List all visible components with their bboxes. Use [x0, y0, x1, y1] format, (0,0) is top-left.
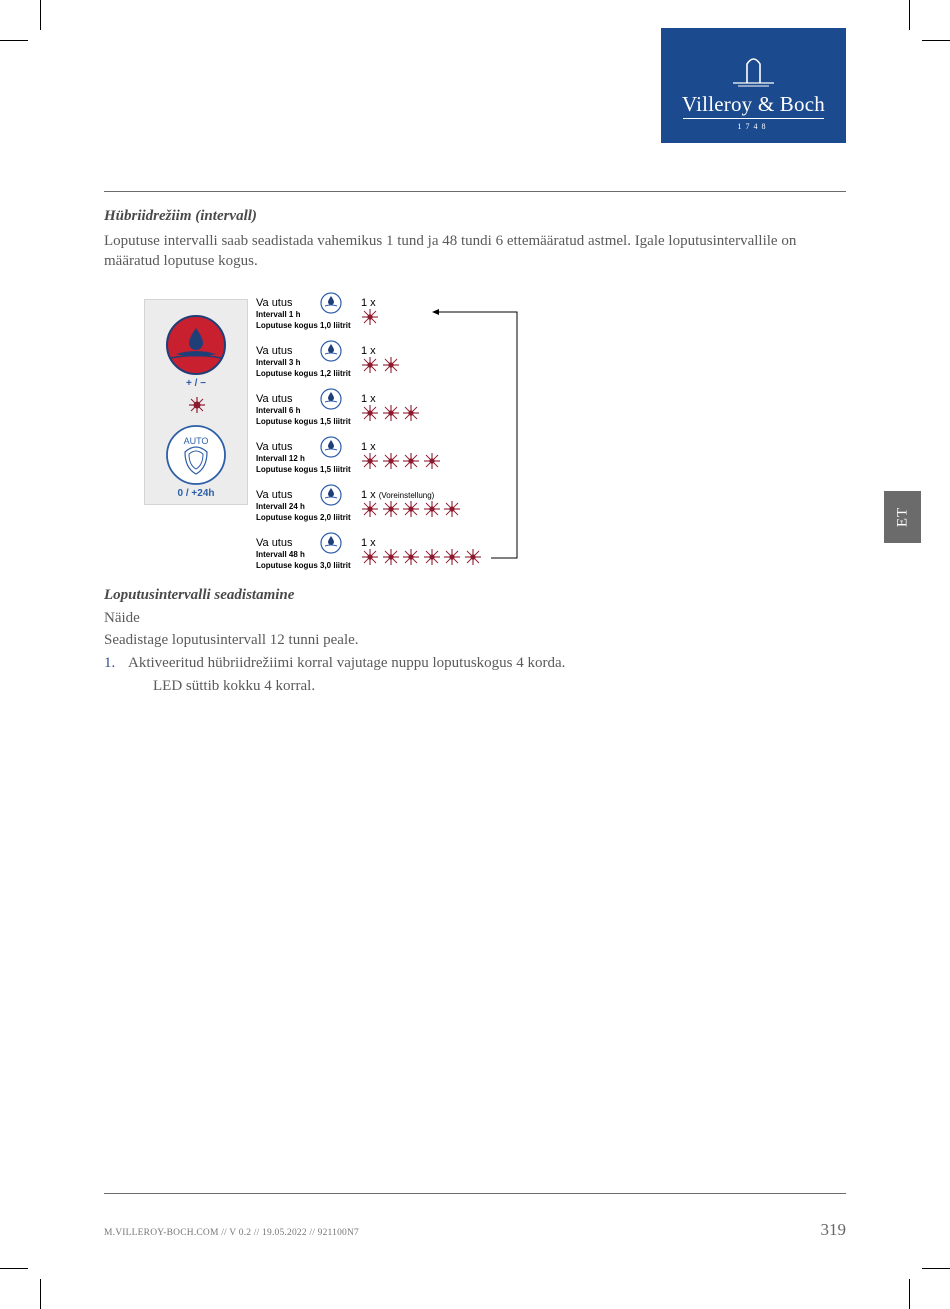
page-number: 319: [820, 1220, 846, 1239]
hours-label: 0 / +24h: [177, 488, 215, 499]
section-heading-hybrid-mode: Hübriidrežiim (intervall): [104, 208, 257, 224]
crop-mark: [909, 1279, 910, 1309]
top-divider: [104, 191, 846, 192]
row-count-value: 1 x: [361, 297, 376, 309]
flush-small-icon: [319, 339, 343, 363]
row-interval: Intervall 6 h: [256, 406, 301, 415]
led-blink-icon: [402, 404, 420, 422]
step-number: 1.: [104, 655, 116, 671]
led-blink-icon: [382, 500, 400, 518]
row-amount: Loputuse kogus 1,5 liitrit: [256, 465, 351, 474]
flush-small-icon: [319, 435, 343, 459]
flush-small-icon: [319, 531, 343, 555]
row-title: Va utus: [256, 489, 293, 501]
row-count-note: (Voreinstellung): [378, 491, 435, 500]
language-tab-label: ET: [894, 506, 910, 528]
row-interval: Intervall 48 h: [256, 550, 305, 559]
bottom-divider: [104, 1193, 846, 1194]
led-blink-icon: [361, 356, 379, 374]
crop-mark: [0, 1268, 28, 1269]
row-count-value: 1 x: [361, 537, 376, 549]
led-blink-icon: [361, 308, 379, 326]
footer-info: M.VILLEROY-BOCH.COM // V 0.2 // 19.05.2022 // 921100N7: [104, 1228, 359, 1238]
row-count-value: 1 x: [361, 345, 376, 357]
crop-mark: [40, 1279, 41, 1309]
crop-mark: [40, 0, 41, 30]
row-interval: Intervall 24 h: [256, 502, 305, 511]
logo-underline: [683, 118, 824, 119]
row-count-value: 1 x: [361, 441, 376, 453]
led-blink-icon: [361, 500, 379, 518]
led-blink-icon: [402, 452, 420, 470]
led-blink-icon: [382, 452, 400, 470]
led-indicator-icon: [188, 396, 206, 414]
row-amount: Loputuse kogus 1,5 liitrit: [256, 417, 351, 426]
row-count-value: 1 x: [361, 393, 376, 405]
row-amount: Loputuse kogus 1,0 liitrit: [256, 321, 351, 330]
section-heading-interval-setting: Loputusintervalli seadistamine: [104, 587, 295, 603]
brand-logo: [661, 28, 846, 143]
logo-year: 1748: [737, 122, 770, 131]
row-amount: Loputuse kogus 1,2 liitrit: [256, 369, 351, 378]
auto-label: AUTO: [183, 436, 209, 446]
result-text: LED süttib kokku 4 korral.: [153, 678, 316, 694]
section-text-line2: määratud loputuse kogus.: [104, 253, 258, 269]
led-blink-icon: [361, 452, 379, 470]
crop-mark: [922, 1268, 950, 1269]
section-text-line1: Loputuse intervalli saab seadistada vahemikus 1 tund ja 48 tundi 6 ettemääratud astmel. Igale loputusintervallile on: [104, 233, 797, 249]
led-blink-icon: [402, 548, 420, 566]
led-blink-icon: [402, 500, 420, 518]
led-blink-icon: [382, 404, 400, 422]
control-panel: [144, 299, 248, 505]
row-title: Va utus: [256, 441, 293, 453]
flush-small-icon: [319, 291, 343, 315]
row-amount: Loputuse kogus 3,0 liitrit: [256, 561, 351, 570]
row-title: Va utus: [256, 537, 293, 549]
cycle-arrow-icon: [425, 305, 525, 565]
crop-mark: [922, 40, 950, 41]
plus-minus-label: + / −: [185, 378, 206, 389]
logo-fountain-icon: [661, 28, 846, 88]
row-amount: Loputuse kogus 2,0 liitrit: [256, 513, 351, 522]
example-label: Näide: [104, 610, 140, 626]
step-text: Aktiveeritud hübriidrežiimi korral vajutage nuppu loputuskogus 4 korda.: [128, 655, 566, 671]
row-title: Va utus: [256, 297, 293, 309]
led-blink-icon: [361, 404, 379, 422]
led-blink-icon: [382, 356, 400, 374]
row-interval: Intervall 12 h: [256, 454, 305, 463]
crop-mark: [909, 0, 910, 30]
flush-small-icon: [319, 387, 343, 411]
flush-small-icon: [319, 483, 343, 507]
logo-brand-text: Villeroy & Boch: [682, 92, 825, 116]
row-interval: Intervall 3 h: [256, 358, 301, 367]
row-title: Va utus: [256, 345, 293, 357]
led-blink-icon: [361, 548, 379, 566]
led-blink-icon: [382, 548, 400, 566]
row-title: Va utus: [256, 393, 293, 405]
instruction-text: Seadistage loputusintervall 12 tunni peale.: [104, 632, 359, 648]
row-count-value: 1 x: [361, 489, 376, 501]
language-tab: [884, 491, 921, 543]
crop-mark: [0, 40, 28, 41]
row-interval: Intervall 1 h: [256, 310, 301, 319]
